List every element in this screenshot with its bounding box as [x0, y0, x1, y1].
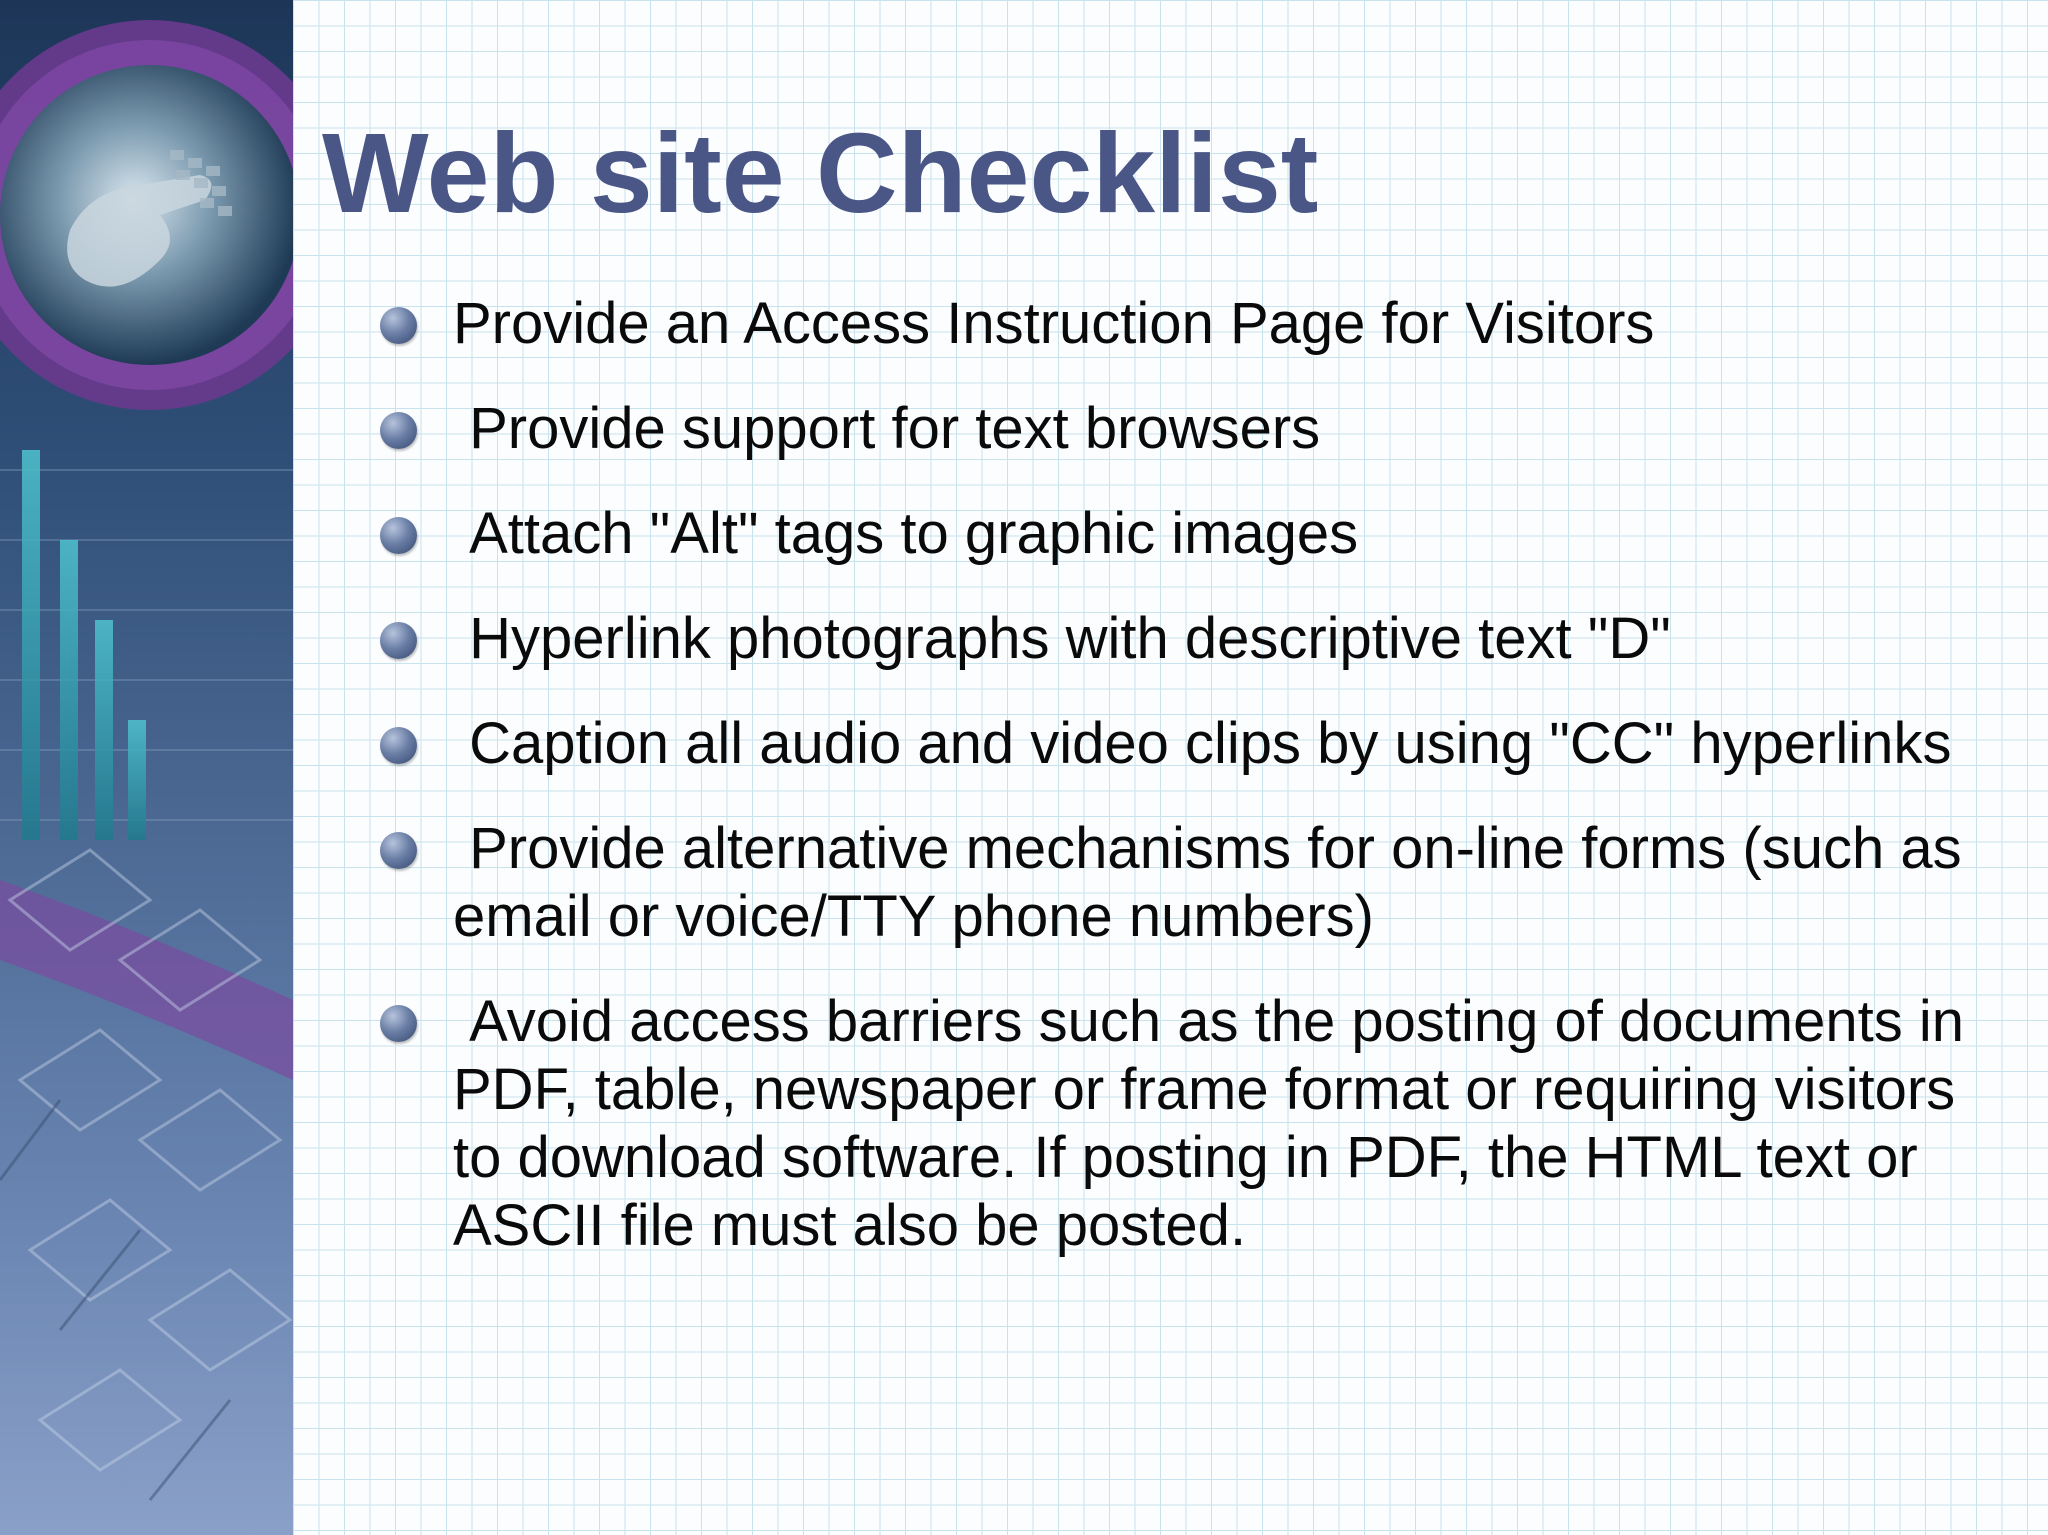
list-item-text: Hyperlink photographs with descriptive text "D" [453, 606, 1671, 671]
list-item-text: Caption all audio and video clips by using "CC" hyperlinks [453, 711, 1952, 776]
list-item [380, 710, 2000, 778]
list-item-text: Provide support for text browsers [453, 396, 1321, 461]
list-item [380, 290, 2000, 358]
slide-title: Web site Checklist [322, 110, 1319, 236]
sphere-bullet-icon [380, 307, 417, 344]
sphere-bullet-icon [380, 517, 417, 554]
decorative-side-panel [0, 0, 293, 1535]
list-item [380, 988, 2000, 1260]
list-item [380, 605, 2000, 673]
list-item [380, 815, 2000, 951]
list-item-text: Attach "Alt" tags to graphic images [453, 501, 1359, 566]
checklist [380, 290, 2000, 1297]
sphere-bullet-icon [380, 412, 417, 449]
sphere-bullet-icon [380, 1005, 417, 1042]
list-item [380, 395, 2000, 463]
list-item-text: Provide alternative mechanisms for on-line forms (such as email or voice/TTY phone numbers) [453, 816, 1978, 949]
sphere-bullet-icon [380, 832, 417, 869]
sphere-bullet-icon [380, 727, 417, 764]
keyboard-hand-graphic [0, 0, 293, 1535]
sphere-bullet-icon [380, 622, 417, 659]
list-item [380, 500, 2000, 568]
list-item-text: Avoid access barriers such as the posting of documents in PDF, table, newspaper or frame format or requiring visitors to download software. If posting in PDF, the HTML text or ASCII file must also be posted. [453, 989, 1981, 1258]
list-item-text: Provide an Access Instruction Page for Visitors [453, 291, 1655, 356]
